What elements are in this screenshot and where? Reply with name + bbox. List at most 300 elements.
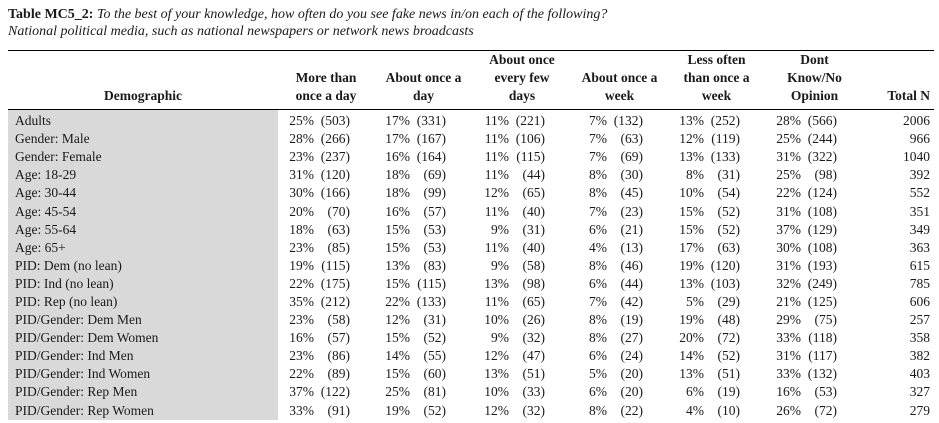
row-cell bbox=[473, 130, 571, 148]
row-cell bbox=[668, 148, 765, 166]
row-cell bbox=[278, 202, 374, 220]
cell-percent: 9% bbox=[491, 257, 509, 273]
header-line: than once a bbox=[683, 70, 750, 85]
table-row bbox=[8, 110, 934, 131]
table-row bbox=[8, 221, 934, 239]
cell-count: (106) bbox=[515, 131, 545, 147]
row-cell bbox=[473, 293, 571, 311]
cell-count: (72) bbox=[717, 330, 740, 346]
row-cell bbox=[473, 383, 571, 401]
cell-count: (63) bbox=[620, 131, 643, 147]
cell-count: (31) bbox=[717, 167, 740, 183]
cell-percent: 33% bbox=[289, 402, 314, 418]
row-cell bbox=[473, 166, 571, 184]
row-total: 392 bbox=[909, 167, 930, 183]
row-cell bbox=[278, 221, 374, 239]
cell-percent: 14% bbox=[385, 348, 410, 364]
cell-percent: 13% bbox=[484, 275, 509, 291]
cell-percent: 11% bbox=[484, 131, 509, 147]
cell-count: (19) bbox=[717, 384, 740, 400]
row-cell bbox=[374, 275, 473, 293]
row-cell bbox=[473, 329, 571, 347]
cell-count: (124) bbox=[807, 185, 837, 201]
row-cell bbox=[571, 184, 668, 202]
cell-percent: 11% bbox=[484, 293, 509, 309]
row-cell bbox=[473, 311, 571, 329]
cell-count: (164) bbox=[416, 149, 446, 165]
row-cell bbox=[765, 383, 864, 401]
header-line: About once a bbox=[385, 70, 462, 85]
row-demographic: Gender: Male bbox=[8, 130, 278, 148]
cell-percent: 8% bbox=[589, 257, 607, 273]
cell-percent: 15% bbox=[385, 221, 410, 237]
row-cell bbox=[571, 221, 668, 239]
cell-count: (69) bbox=[423, 167, 446, 183]
row-cell bbox=[765, 293, 864, 311]
cell-percent: 13% bbox=[484, 366, 509, 382]
row-cell bbox=[374, 221, 473, 239]
cell-percent: 35% bbox=[289, 293, 314, 309]
cell-count: (40) bbox=[522, 203, 545, 219]
row-cell bbox=[374, 110, 473, 131]
cell-percent: 31% bbox=[776, 203, 801, 219]
cell-percent: 20% bbox=[289, 203, 314, 219]
cell-count: (27) bbox=[620, 330, 643, 346]
table-subtitle: National political media, such as national newspapers or network news broadcasts bbox=[8, 24, 474, 39]
cell-count: (72) bbox=[814, 402, 837, 418]
cell-count: (120) bbox=[320, 167, 350, 183]
cell-count: (46) bbox=[620, 257, 643, 273]
row-cell bbox=[668, 275, 765, 293]
row-cell bbox=[765, 130, 864, 148]
row-demographic: PID/Gender: Rep Men bbox=[8, 383, 278, 401]
cell-count: (103) bbox=[710, 275, 740, 291]
cell-percent: 23% bbox=[289, 312, 314, 328]
cell-count: (167) bbox=[416, 131, 446, 147]
row-cell bbox=[473, 402, 571, 420]
cell-count: (21) bbox=[620, 221, 643, 237]
cell-percent: 26% bbox=[776, 402, 801, 418]
cell-percent: 6% bbox=[589, 275, 607, 291]
table-row bbox=[8, 130, 934, 148]
cell-count: (119) bbox=[711, 131, 740, 147]
cell-percent: 25% bbox=[776, 167, 801, 183]
cell-count: (58) bbox=[327, 312, 350, 328]
cell-percent: 6% bbox=[589, 384, 607, 400]
row-cell bbox=[374, 239, 473, 257]
row-cell bbox=[374, 311, 473, 329]
cell-percent: 19% bbox=[289, 257, 314, 273]
cell-count: (249) bbox=[807, 275, 837, 291]
row-cell bbox=[473, 221, 571, 239]
header-line: About once bbox=[489, 52, 555, 67]
cell-count: (53) bbox=[423, 221, 446, 237]
row-cell bbox=[278, 130, 374, 148]
cell-percent: 9% bbox=[491, 330, 509, 346]
row-total: 257 bbox=[909, 312, 930, 328]
cell-count: (54) bbox=[717, 185, 740, 201]
row-cell bbox=[571, 148, 668, 166]
row-cell bbox=[668, 257, 765, 275]
cell-count: (75) bbox=[814, 312, 837, 328]
row-demographic: PID/Gender: Ind Men bbox=[8, 347, 278, 365]
row-total: 351 bbox=[909, 203, 930, 219]
row-demographic: PID/Gender: Rep Women bbox=[8, 402, 278, 420]
cell-percent: 30% bbox=[289, 185, 314, 201]
cell-percent: 33% bbox=[776, 330, 801, 346]
row-cell bbox=[278, 365, 374, 383]
row-cell bbox=[278, 257, 374, 275]
cell-percent: 15% bbox=[679, 203, 704, 219]
cell-percent: 13% bbox=[679, 366, 704, 382]
row-cell bbox=[374, 257, 473, 275]
cell-percent: 13% bbox=[679, 113, 704, 129]
cell-count: (52) bbox=[717, 348, 740, 364]
cell-percent: 16% bbox=[289, 330, 314, 346]
cell-percent: 11% bbox=[484, 167, 509, 183]
row-total: 358 bbox=[909, 330, 930, 346]
cell-count: (31) bbox=[522, 221, 545, 237]
cell-percent: 23% bbox=[289, 149, 314, 165]
row-cell bbox=[765, 347, 864, 365]
header-line: Know/No bbox=[787, 70, 842, 85]
row-cell bbox=[473, 110, 571, 131]
row-demographic: PID: Ind (no lean) bbox=[8, 275, 278, 293]
row-total: 606 bbox=[909, 293, 930, 309]
row-cell bbox=[374, 383, 473, 401]
table-row bbox=[8, 311, 934, 329]
cell-count: (115) bbox=[417, 275, 446, 291]
row-demographic: Age: 45-54 bbox=[8, 202, 278, 220]
header-col1 bbox=[278, 51, 374, 110]
row-total: 2006 bbox=[903, 113, 930, 129]
table-row bbox=[8, 293, 934, 311]
cell-percent: 8% bbox=[589, 312, 607, 328]
cell-count: (252) bbox=[710, 113, 740, 129]
row-cell bbox=[278, 383, 374, 401]
table-row bbox=[8, 239, 934, 257]
cell-percent: 15% bbox=[385, 330, 410, 346]
cell-percent: 12% bbox=[679, 131, 704, 147]
row-cell bbox=[278, 402, 374, 420]
cell-count: (24) bbox=[620, 348, 643, 364]
cell-count: (70) bbox=[327, 203, 350, 219]
cell-percent: 12% bbox=[484, 402, 509, 418]
cell-count: (57) bbox=[327, 330, 350, 346]
row-cell bbox=[765, 221, 864, 239]
cell-count: (33) bbox=[522, 384, 545, 400]
table-row bbox=[8, 365, 934, 383]
row-cell bbox=[571, 239, 668, 257]
cell-count: (120) bbox=[710, 257, 740, 273]
row-cell bbox=[473, 148, 571, 166]
table-question: To the best of your knowledge, how often do you see fake news in/on each of the following? bbox=[96, 7, 608, 22]
row-cell bbox=[668, 166, 765, 184]
row-cell bbox=[765, 202, 864, 220]
cell-count: (503) bbox=[320, 113, 350, 129]
row-demographic: Adults bbox=[8, 110, 278, 131]
cell-percent: 28% bbox=[289, 131, 314, 147]
cell-count: (42) bbox=[620, 293, 643, 309]
cell-count: (31) bbox=[423, 312, 446, 328]
cell-count: (52) bbox=[423, 402, 446, 418]
cell-percent: 23% bbox=[289, 239, 314, 255]
row-cell bbox=[374, 166, 473, 184]
cell-count: (133) bbox=[416, 293, 446, 309]
cell-percent: 6% bbox=[589, 348, 607, 364]
cell-count: (58) bbox=[522, 257, 545, 273]
row-cell bbox=[668, 293, 765, 311]
cell-count: (20) bbox=[620, 366, 643, 382]
cell-percent: 22% bbox=[776, 185, 801, 201]
row-cell bbox=[278, 293, 374, 311]
cell-count: (23) bbox=[620, 203, 643, 219]
row-cell bbox=[473, 202, 571, 220]
cell-count: (221) bbox=[515, 113, 545, 129]
cell-count: (108) bbox=[807, 239, 837, 255]
row-cell bbox=[374, 293, 473, 311]
row-total: 552 bbox=[909, 185, 930, 201]
table-label: Table MC5_2: bbox=[8, 7, 94, 22]
cell-percent: 9% bbox=[491, 221, 509, 237]
cell-count: (322) bbox=[807, 149, 837, 165]
cell-percent: 32% bbox=[776, 275, 801, 291]
cell-percent: 20% bbox=[679, 330, 704, 346]
cell-percent: 23% bbox=[289, 348, 314, 364]
cell-percent: 13% bbox=[679, 275, 704, 291]
row-total: 966 bbox=[909, 131, 930, 147]
row-demographic: PID: Rep (no lean) bbox=[8, 293, 278, 311]
cell-count: (108) bbox=[807, 203, 837, 219]
row-demographic: PID/Gender: Ind Women bbox=[8, 365, 278, 383]
table-row bbox=[8, 148, 934, 166]
cell-count: (85) bbox=[327, 239, 350, 255]
cell-percent: 17% bbox=[385, 131, 410, 147]
cell-percent: 14% bbox=[679, 348, 704, 364]
cell-count: (266) bbox=[320, 131, 350, 147]
cell-count: (22) bbox=[620, 402, 643, 418]
cell-percent: 25% bbox=[289, 113, 314, 129]
table-row bbox=[8, 184, 934, 202]
row-cell bbox=[571, 402, 668, 420]
row-demographic: PID/Gender: Dem Women bbox=[8, 329, 278, 347]
table-caption bbox=[8, 6, 607, 40]
cell-percent: 8% bbox=[589, 402, 607, 418]
header-total: Total N bbox=[864, 51, 934, 110]
cell-percent: 37% bbox=[776, 221, 801, 237]
row-cell bbox=[668, 365, 765, 383]
row-cell bbox=[473, 275, 571, 293]
cell-count: (81) bbox=[423, 384, 446, 400]
cell-count: (129) bbox=[807, 221, 837, 237]
cell-percent: 18% bbox=[385, 167, 410, 183]
row-demographic: Age: 18-29 bbox=[8, 166, 278, 184]
row-cell bbox=[571, 347, 668, 365]
header-line: Less often bbox=[687, 52, 746, 67]
row-total: 785 bbox=[909, 275, 930, 291]
row-cell bbox=[765, 275, 864, 293]
table-row bbox=[8, 402, 934, 420]
header-line: once a day bbox=[295, 88, 357, 103]
row-cell bbox=[668, 202, 765, 220]
row-cell bbox=[473, 365, 571, 383]
cell-count: (212) bbox=[320, 293, 350, 309]
cell-count: (115) bbox=[516, 149, 545, 165]
header-line: days bbox=[508, 88, 536, 103]
row-cell bbox=[571, 329, 668, 347]
cell-percent: 8% bbox=[589, 167, 607, 183]
cell-percent: 33% bbox=[776, 366, 801, 382]
cell-count: (98) bbox=[522, 275, 545, 291]
header-col3 bbox=[473, 51, 571, 110]
cell-count: (193) bbox=[807, 257, 837, 273]
cell-percent: 18% bbox=[289, 221, 314, 237]
cell-percent: 11% bbox=[484, 239, 509, 255]
cell-percent: 21% bbox=[776, 293, 801, 309]
row-total: 1040 bbox=[903, 149, 930, 165]
cell-percent: 8% bbox=[589, 185, 607, 201]
header-line: week bbox=[701, 88, 732, 103]
row-cell bbox=[668, 311, 765, 329]
cell-count: (166) bbox=[320, 185, 350, 201]
header-demographic: Demographic bbox=[8, 51, 278, 110]
row-total: 327 bbox=[909, 384, 930, 400]
cell-percent: 10% bbox=[484, 312, 509, 328]
row-total: 403 bbox=[909, 366, 930, 382]
cell-count: (60) bbox=[423, 366, 446, 382]
table-row bbox=[8, 383, 934, 401]
cell-count: (65) bbox=[522, 293, 545, 309]
row-cell bbox=[278, 311, 374, 329]
cell-count: (83) bbox=[423, 257, 446, 273]
cell-count: (47) bbox=[522, 348, 545, 364]
table-row bbox=[8, 347, 934, 365]
cell-count: (117) bbox=[808, 348, 837, 364]
cell-percent: 22% bbox=[385, 293, 410, 309]
table-body bbox=[8, 110, 934, 420]
cell-percent: 25% bbox=[385, 384, 410, 400]
cell-count: (52) bbox=[717, 203, 740, 219]
cell-percent: 7% bbox=[589, 131, 607, 147]
row-total: 363 bbox=[909, 239, 930, 255]
row-cell bbox=[374, 347, 473, 365]
row-cell bbox=[278, 166, 374, 184]
row-cell bbox=[473, 257, 571, 275]
cell-percent: 7% bbox=[589, 113, 607, 129]
cell-percent: 13% bbox=[679, 149, 704, 165]
results-table bbox=[8, 50, 934, 420]
row-cell bbox=[765, 239, 864, 257]
cell-percent: 28% bbox=[776, 113, 801, 129]
cell-count: (55) bbox=[423, 348, 446, 364]
row-cell bbox=[374, 329, 473, 347]
cell-percent: 5% bbox=[686, 293, 704, 309]
row-cell bbox=[765, 110, 864, 131]
cell-count: (69) bbox=[620, 149, 643, 165]
row-cell bbox=[668, 221, 765, 239]
row-cell bbox=[571, 293, 668, 311]
table-row bbox=[8, 202, 934, 220]
cell-percent: 8% bbox=[589, 330, 607, 346]
header-line: More than bbox=[295, 70, 357, 85]
cell-percent: 4% bbox=[589, 239, 607, 255]
cell-percent: 7% bbox=[589, 149, 607, 165]
header-line: week bbox=[604, 88, 635, 103]
row-cell bbox=[571, 365, 668, 383]
cell-count: (52) bbox=[717, 221, 740, 237]
cell-count: (19) bbox=[620, 312, 643, 328]
cell-count: (52) bbox=[423, 330, 446, 346]
cell-percent: 30% bbox=[776, 239, 801, 255]
row-total: 615 bbox=[909, 257, 930, 273]
header-line: Opinion bbox=[790, 88, 839, 103]
cell-count: (44) bbox=[620, 275, 643, 291]
cell-percent: 11% bbox=[484, 113, 509, 129]
row-cell bbox=[473, 239, 571, 257]
row-cell bbox=[668, 329, 765, 347]
row-cell bbox=[278, 329, 374, 347]
cell-percent: 19% bbox=[679, 312, 704, 328]
cell-count: (32) bbox=[522, 330, 545, 346]
row-cell bbox=[668, 110, 765, 131]
cell-percent: 5% bbox=[589, 366, 607, 382]
row-cell bbox=[374, 365, 473, 383]
cell-percent: 17% bbox=[679, 239, 704, 255]
header-col6 bbox=[765, 51, 864, 110]
table-row bbox=[8, 329, 934, 347]
row-cell bbox=[668, 347, 765, 365]
header-line: Dont bbox=[800, 52, 829, 67]
row-demographic: Age: 55-64 bbox=[8, 221, 278, 239]
cell-percent: 29% bbox=[776, 312, 801, 328]
row-cell bbox=[668, 383, 765, 401]
row-cell bbox=[668, 184, 765, 202]
cell-count: (237) bbox=[320, 149, 350, 165]
cell-percent: 17% bbox=[385, 113, 410, 129]
cell-count: (115) bbox=[321, 257, 350, 273]
cell-percent: 31% bbox=[776, 149, 801, 165]
cell-count: (29) bbox=[717, 293, 740, 309]
row-demographic: Age: 30-44 bbox=[8, 184, 278, 202]
cell-percent: 15% bbox=[385, 239, 410, 255]
row-cell bbox=[571, 311, 668, 329]
row-cell bbox=[473, 347, 571, 365]
cell-percent: 10% bbox=[679, 185, 704, 201]
row-cell bbox=[473, 184, 571, 202]
cell-count: (132) bbox=[613, 113, 643, 129]
cell-count: (118) bbox=[808, 330, 837, 346]
cell-count: (175) bbox=[320, 275, 350, 291]
row-cell bbox=[765, 184, 864, 202]
cell-count: (63) bbox=[327, 221, 350, 237]
cell-percent: 16% bbox=[385, 203, 410, 219]
cell-count: (44) bbox=[522, 167, 545, 183]
row-cell bbox=[278, 347, 374, 365]
row-cell bbox=[374, 184, 473, 202]
cell-count: (10) bbox=[717, 402, 740, 418]
row-cell bbox=[571, 383, 668, 401]
cell-count: (122) bbox=[320, 384, 350, 400]
cell-count: (53) bbox=[423, 239, 446, 255]
header-line: day bbox=[412, 88, 434, 103]
row-cell bbox=[278, 148, 374, 166]
cell-percent: 22% bbox=[289, 366, 314, 382]
cell-count: (132) bbox=[807, 366, 837, 382]
row-cell bbox=[765, 311, 864, 329]
cell-count: (89) bbox=[327, 366, 350, 382]
cell-percent: 12% bbox=[484, 185, 509, 201]
row-total: 279 bbox=[909, 402, 930, 418]
